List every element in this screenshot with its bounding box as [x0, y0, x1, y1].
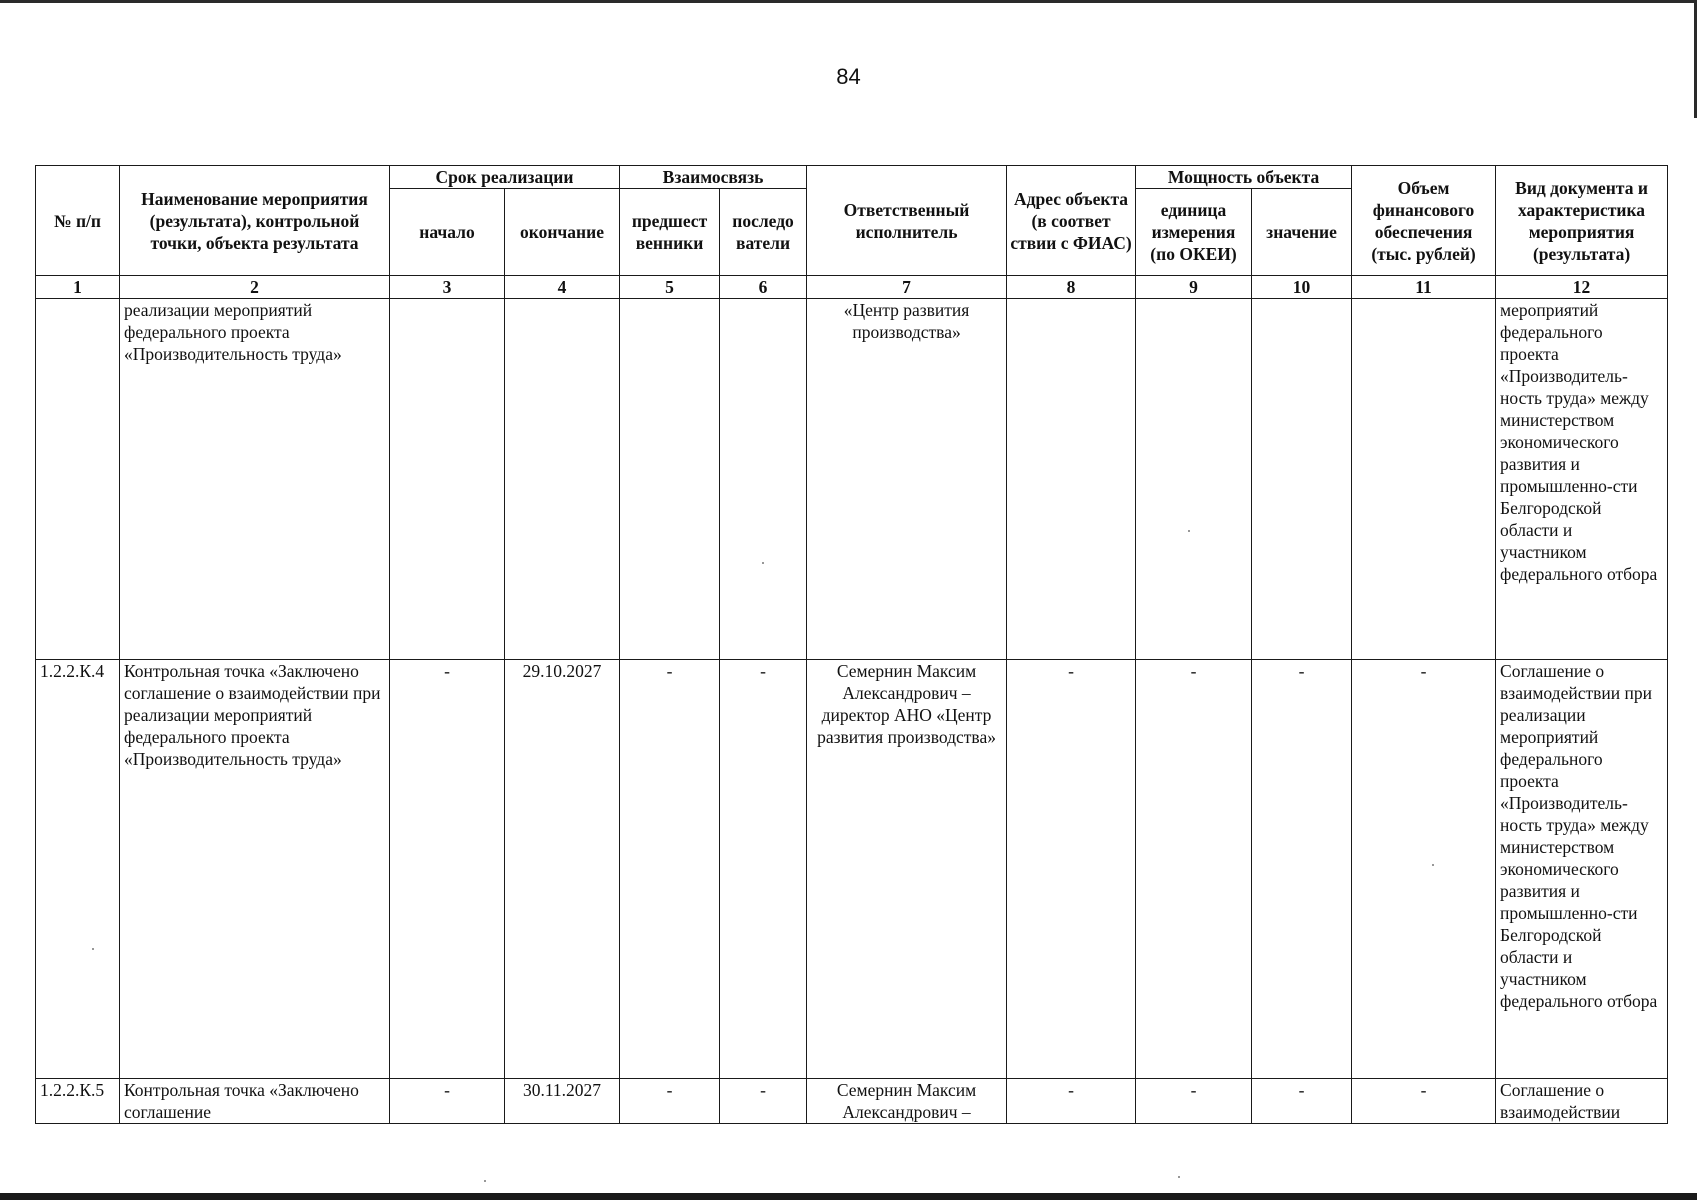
header-successors: последо ватели [720, 189, 807, 276]
scan-speck [1188, 530, 1190, 532]
header-address: Адрес объекта (в соответ ствии с ФИАС) [1007, 166, 1136, 276]
header-num: № п/п [36, 166, 120, 276]
table-row [36, 1079, 1668, 1124]
cell-num: 1.2.2.К.4 [36, 660, 120, 1079]
cell-start: - [390, 660, 505, 1079]
cell-unit: - [1136, 660, 1252, 1079]
column-number: 11 [1352, 276, 1496, 299]
column-number: 7 [807, 276, 1007, 299]
cell-successors [720, 299, 807, 660]
cell-value: - [1252, 660, 1352, 1079]
table-row [36, 299, 1668, 660]
header-period: Срок реализации [390, 166, 620, 189]
header-name: Наименование мероприятия (результата), контрольной точки, объекта результата [120, 166, 390, 276]
cell-predecessors: - [620, 660, 720, 1079]
scan-speck [484, 1180, 486, 1182]
scan-speck [1178, 1176, 1180, 1178]
header-row-top [36, 166, 1668, 189]
table-row [36, 660, 1668, 1079]
column-number: 10 [1252, 276, 1352, 299]
header-relation: Взаимосвязь [620, 166, 807, 189]
cell-name: Контрольная точка «Заключено соглашение о взаимодействии при реализации мероприятий федерального проекта «Производительность труда» [120, 660, 390, 1079]
cell-start: - [390, 1079, 505, 1124]
page-number: 84 [836, 64, 861, 89]
column-number-row [36, 276, 1668, 299]
cell-address: - [1007, 1079, 1136, 1124]
cell-responsible: «Центр развития производства» [807, 299, 1007, 660]
cell-doc-type: Соглашение о взаимодействии [1496, 1079, 1668, 1124]
header-funding: Объем финансового обеспечения (тыс. рублей) [1352, 166, 1496, 276]
header-end: окончание [505, 189, 620, 276]
cell-num: 1.2.2.К.5 [36, 1079, 120, 1124]
cell-doc-type: Соглашение о взаимодействии при реализации мероприятий федерального проекта «Производитель-ность труда» между министерством экономического развития и промышленно-сти Белгородской области и участником федерального отбора [1496, 660, 1668, 1079]
cell-funding: - [1352, 1079, 1496, 1124]
header-value: значение [1252, 189, 1352, 276]
scan-speck [762, 562, 764, 564]
cell-start [390, 299, 505, 660]
column-number: 8 [1007, 276, 1136, 299]
column-number: 3 [390, 276, 505, 299]
scan-bottom-border [0, 1193, 1697, 1200]
cell-name: реализации мероприятий федерального проекта «Производительность труда» [120, 299, 390, 660]
cell-doc-type: мероприятий федерального проекта «Производитель-ность труда» между министерством экономического развития и промышленно-сти Белгородской области и участником федерального отбора [1496, 299, 1668, 660]
cell-end [505, 299, 620, 660]
cell-unit: - [1136, 1079, 1252, 1124]
cell-address: - [1007, 660, 1136, 1079]
cell-address [1007, 299, 1136, 660]
column-number: 2 [120, 276, 390, 299]
cell-responsible: Семернин Максим Александрович – директор АНО «Центр развития производства» [807, 660, 1007, 1079]
header-responsible: Ответственный исполнитель [807, 166, 1007, 276]
cell-unit [1136, 299, 1252, 660]
scan-speck [92, 948, 94, 950]
header-doc-type: Вид документа и характеристика мероприятия (результата) [1496, 166, 1668, 276]
cell-name: Контрольная точка «Заключено соглашение [120, 1079, 390, 1124]
column-number: 6 [720, 276, 807, 299]
column-number: 4 [505, 276, 620, 299]
header-unit: единица измерения (по ОКЕИ) [1136, 189, 1252, 276]
cell-end: 30.11.2027 [505, 1079, 620, 1124]
cell-responsible: Семернин Максим Александрович – [807, 1079, 1007, 1124]
cell-value: - [1252, 1079, 1352, 1124]
column-number: 5 [620, 276, 720, 299]
column-number: 9 [1136, 276, 1252, 299]
cell-successors: - [720, 1079, 807, 1124]
column-number: 1 [36, 276, 120, 299]
cell-value [1252, 299, 1352, 660]
column-number: 12 [1496, 276, 1668, 299]
cell-successors: - [720, 660, 807, 1079]
cell-predecessors: - [620, 1079, 720, 1124]
cell-funding: - [1352, 660, 1496, 1079]
header-start: начало [390, 189, 505, 276]
header-predecessors: предшест венники [620, 189, 720, 276]
cell-funding [1352, 299, 1496, 660]
scan-top-border [0, 0, 1697, 3]
scan-speck [1432, 864, 1434, 866]
cell-end: 29.10.2027 [505, 660, 620, 1079]
cell-predecessors [620, 299, 720, 660]
cell-num [36, 299, 120, 660]
header-capacity: Мощность объекта [1136, 166, 1352, 189]
plan-table [35, 165, 1668, 1124]
